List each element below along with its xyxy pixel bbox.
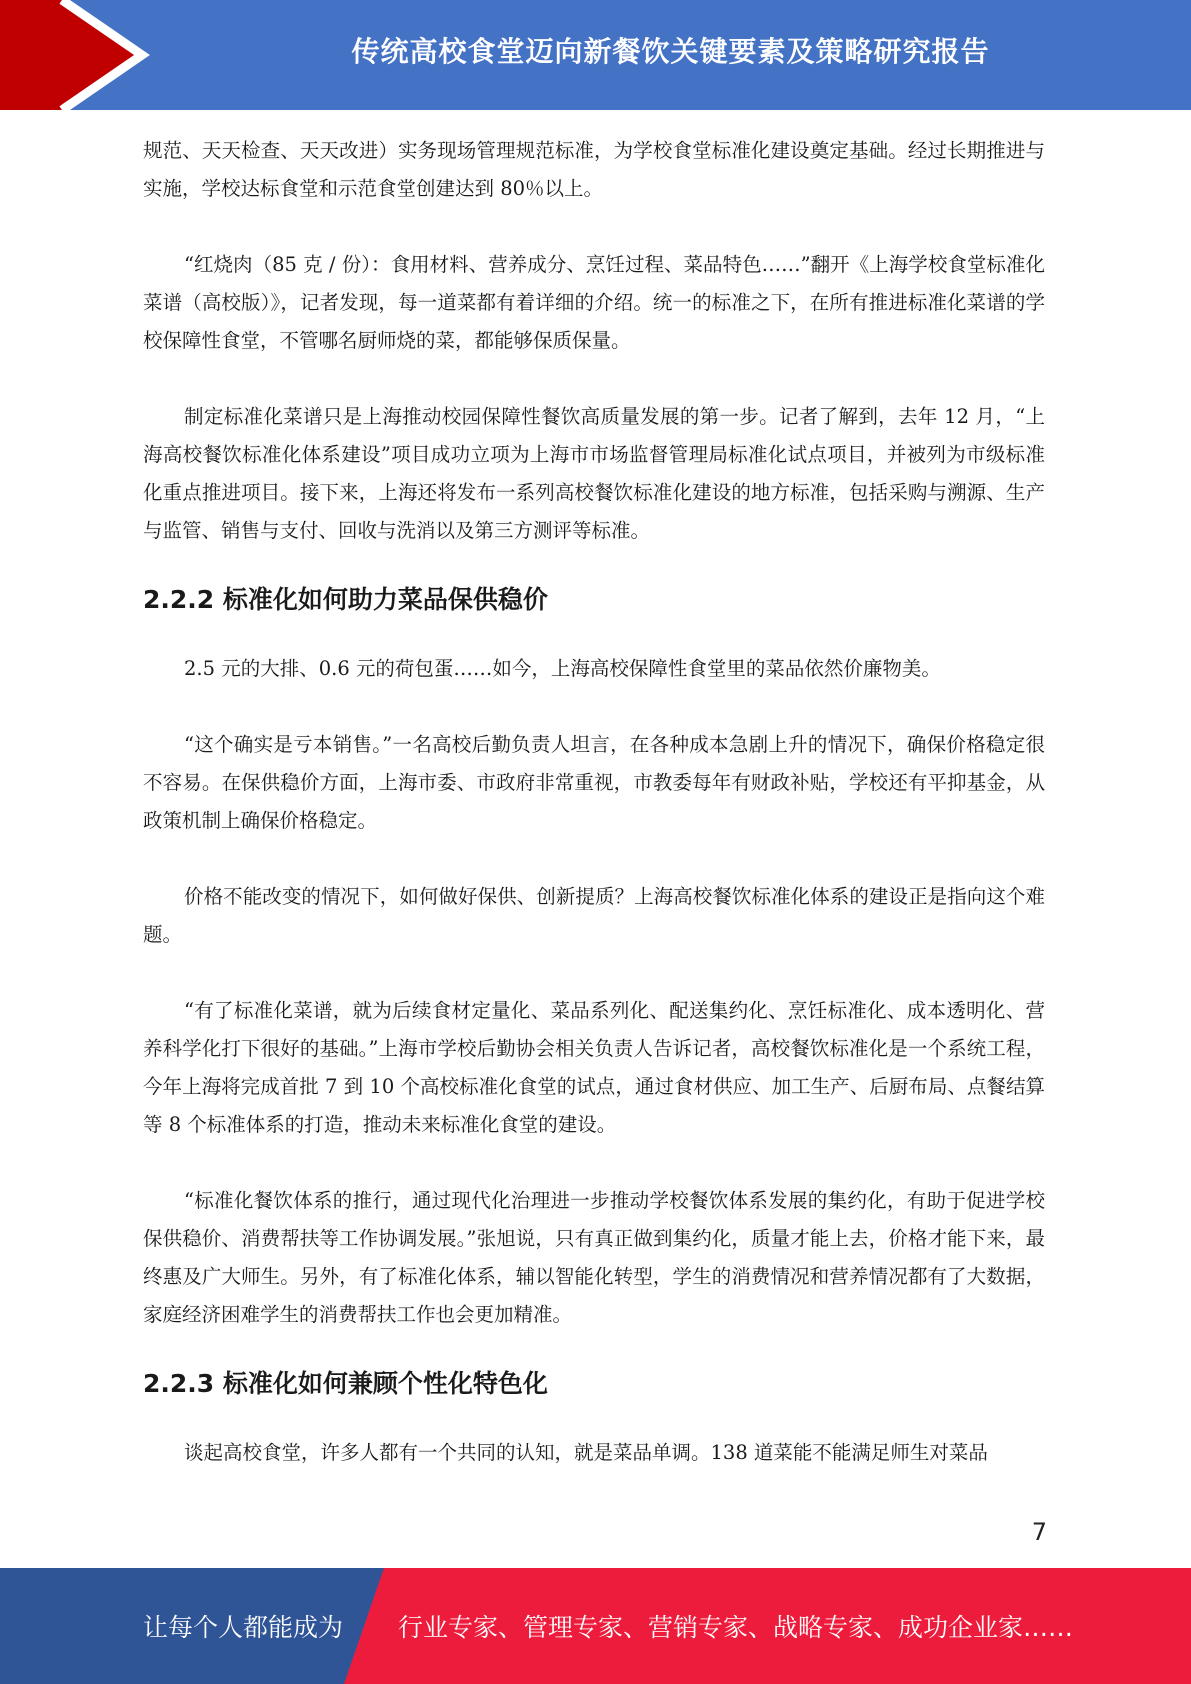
paragraph: 2.5 元的大排、0.6 元的荷包蛋……如今，上海高校保障性食堂里的菜品依然价廉物美。 xyxy=(184,657,941,680)
page-body xyxy=(143,132,1045,1472)
footer-slogan-left: 让每个人都能成为 xyxy=(143,1613,344,1642)
paragraph: “红烧肉（85 克 / 份）：食用材料、营养成分、烹饪过程、菜品特色……”翻开《上海学校食堂标准化菜谱（高校版）》，记者发现，每一道菜都有着详细的介绍。统一的标准之下，在所有推进标准化菜谱的学校保障性食堂，不管哪名厨师烧的菜，都能够保质保量。 xyxy=(143,253,1045,352)
footer-banner xyxy=(0,1568,1191,1684)
paragraph: 价格不能改变的情况下，如何做好保供、创新提质？上海高校餐饮标准化体系的建设正是指向这个难题。 xyxy=(143,885,1045,946)
paragraph: 谈起高校食堂，许多人都有一个共同的认知，就是菜品单调。138 道菜能不能满足师生对菜品 xyxy=(184,1441,988,1464)
paragraph: “有了标准化菜谱，就为后续食材定量化、菜品系列化、配送集约化、烹饪标准化、成本透明化、营养科学化打下很好的基础。”上海市学校后勤协会相关负责人告诉记者，高校餐饮标准化是一个系统工程，今年上海将完成首批 7 到 10 个高校标准化食堂的试点，通过食材供应、加工生产、后厨布局、点餐结算等 8 个标准体系的打造，推动未来标准化食堂的建设。 xyxy=(143,999,1045,1136)
paragraph: 规范、天天检查、天天改进）实务现场管理规范标准，为学校食堂标准化建设奠定基础。经过长期推进与实施，学校达标食堂和示范食堂创建达到 80％以上。 xyxy=(143,139,1045,200)
chevron-arrow-icon xyxy=(0,0,160,110)
paragraph: “标准化餐饮体系的推行，通过现代化治理进一步推动学校餐饮体系发展的集约化，有助于促进学校保供稳价、消费帮扶等工作协调发展。”张旭说，只有真正做到集约化，质量才能上去，价格才能下来，最终惠及广大师生。另外，有了标准化体系，辅以智能化转型，学生的消费情况和营养情况都有了大数据，家庭经济困难学生的消费帮扶工作也会更加精准。 xyxy=(143,1189,1045,1326)
paragraph: 制定标准化菜谱只是上海推动校园保障性餐饮高质量发展的第一步。记者了解到，去年 12 月，“上海高校餐饮标准化体系建设”项目成功立项为上海市市场监督管理局标准化试点项目，并被列为市级标准化重点推进项目。接下来，上海还将发布一系列高校餐饮标准化建设的地方标准，包括采购与溯源、生产与监管、销售与支付、回收与洗消以及第三方测评等标准。 xyxy=(143,405,1045,542)
report-title: 传统高校食堂迈向新餐饮关键要素及策略研究报告 xyxy=(351,35,990,68)
header-banner xyxy=(0,0,1191,110)
section-heading: 2.2.2 标准化如何助力菜品保供稳价 xyxy=(143,585,548,614)
paragraph: “这个确实是亏本销售。”一名高校后勤负责人坦言，在各种成本急剧上升的情况下，确保价格稳定很不容易。在保供稳价方面，上海市委、市政府非常重视，市教委每年有财政补贴，学校还有平抑基金，从政策机制上确保价格稳定。 xyxy=(143,733,1045,832)
section-heading: 2.2.3 标准化如何兼顾个性化特色化 xyxy=(143,1369,548,1398)
footer-slogan-right: 行业专家、管理专家、营销专家、战略专家、成功企业家…… xyxy=(398,1613,1074,1642)
page-number: 7 xyxy=(1031,1518,1047,1546)
